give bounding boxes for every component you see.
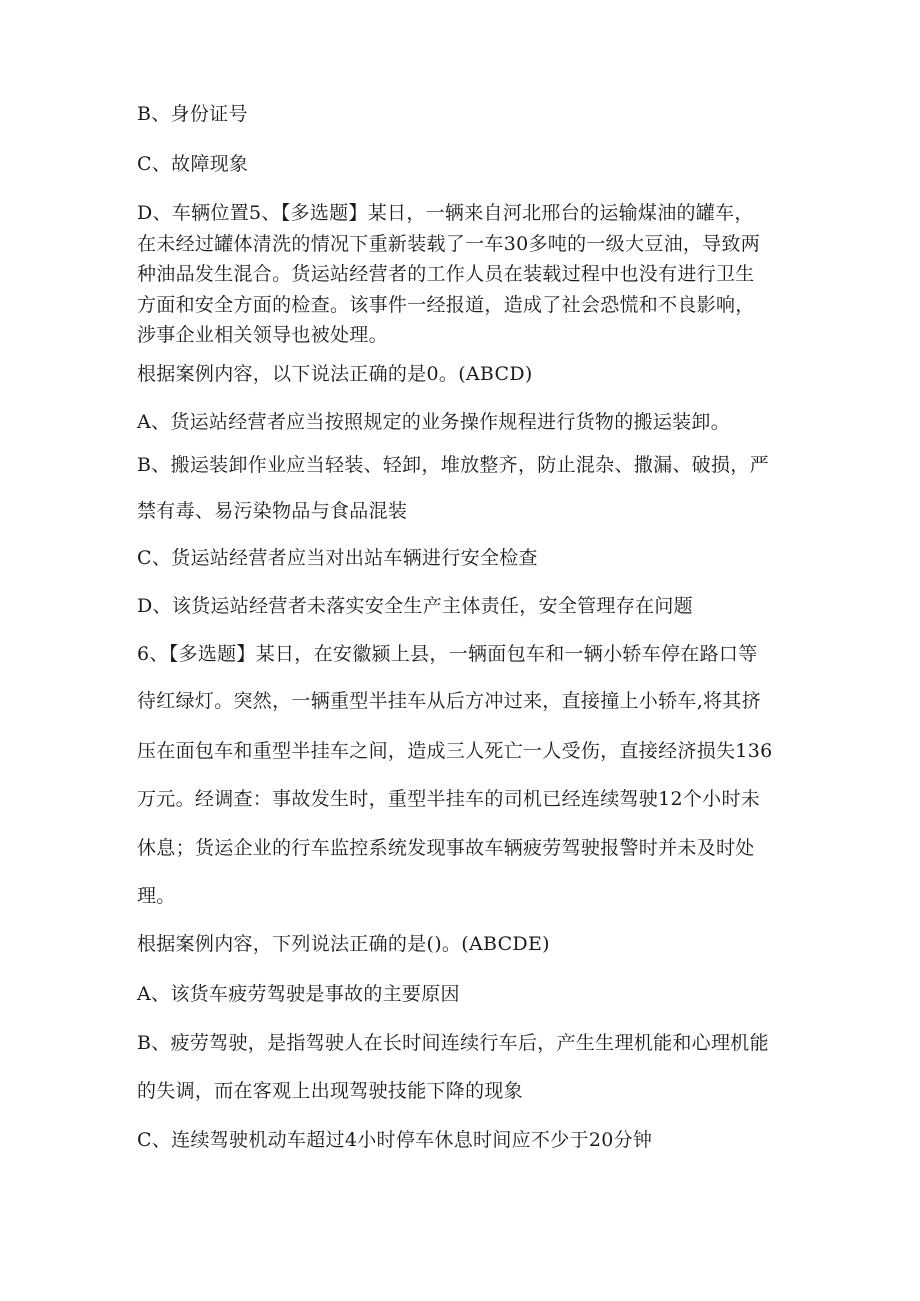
option-c-fault: C、故障现象 bbox=[137, 153, 249, 175]
question-6-text: 待红绿灯。突然，一辆重型半挂车从后方冲过来，直接撞上小轿车,将其挤 bbox=[137, 690, 761, 712]
option-b-id-number: B、身份证号 bbox=[137, 103, 248, 125]
paragraph-line: 涉事企业相关领导也被处理。 bbox=[137, 324, 388, 346]
question-6-text: 理。 bbox=[137, 885, 176, 907]
paragraph-line: D、车辆位置5、【多选题】某日，一辆来自河北邢台的运输煤油的罐车， bbox=[137, 202, 754, 224]
q6-option-b-cont: 的失调，而在客观上出现驾驶技能下降的现象 bbox=[137, 1080, 524, 1102]
question-6-text: 6、【多选题】某日，在安徽颍上县，一辆面包车和一辆小轿车停在路口等 bbox=[137, 643, 758, 665]
q5-option-b-cont: 禁有毒、易污染物品与食品混装 bbox=[137, 500, 408, 522]
question-6-text: 万元。经调查：事故发生时，重型半挂车的司机已经连续驾驶12个小时未 bbox=[137, 788, 761, 810]
q6-option-b: B、疲劳驾驶，是指驾驶人在长时间连续行车后，产生生理机能和心理机能 bbox=[137, 1032, 769, 1054]
question-6-text: 休息；货运企业的行车监控系统发现事故车辆疲劳驾驶报警时并未及时处 bbox=[137, 837, 755, 859]
q5-option-d: D、该货运站经营者未落实安全生产主体责任，安全管理存在问题 bbox=[137, 595, 693, 617]
q6-option-c: C、连续驾驶机动车超过4小时停车休息时间应不少于20分钟 bbox=[137, 1129, 653, 1151]
paragraph-line: 方面和安全方面的检查。该事件一经报道，造成了社会恐慌和不良影响， bbox=[137, 293, 755, 316]
q6-option-a: A、该货车疲劳驾驶是事故的主要原因 bbox=[137, 983, 460, 1005]
question-6-text: 压在面包车和重型半挂车之间，造成三人死亡一人受伤，直接经济损失136 bbox=[137, 740, 773, 762]
paragraph-line: 在未经过罐体清洗的情况下重新装载了一车30多吨的一级大豆油，导致两 bbox=[137, 232, 761, 255]
question-5-prompt: 根据案例内容，以下说法正确的是0。(ABCD) bbox=[137, 363, 533, 385]
question-6-prompt: 根据案例内容，下列说法正确的是()。(ABCDE) bbox=[137, 933, 550, 955]
paragraph-line: 种油品发生混合。货运站经营者的工作人员在装载过程中也没有进行卫生 bbox=[137, 263, 755, 285]
question-5-paragraph bbox=[137, 198, 797, 351]
q5-option-b: B、搬运装卸作业应当轻装、轻卸，堆放整齐，防止混杂、撒漏、破损，严 bbox=[137, 454, 769, 476]
q5-option-a: A、货运站经营者应当按照规定的业务操作规程进行货物的搬运装卸。 bbox=[137, 411, 731, 433]
q5-option-c: C、货运站经营者应当对出站车辆进行安全检查 bbox=[137, 547, 538, 569]
